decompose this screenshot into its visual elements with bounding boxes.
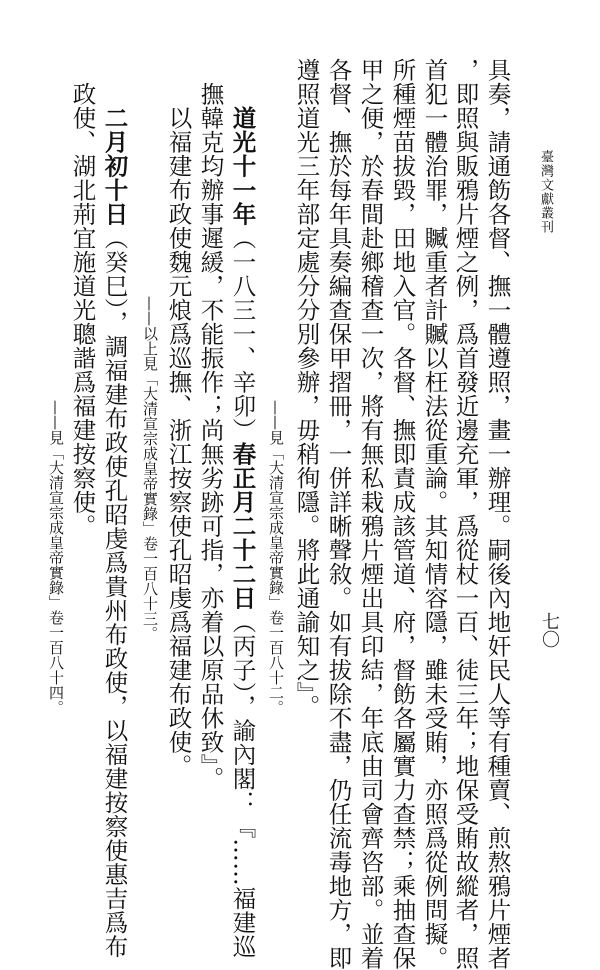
text-column: 具奏，請通飭各督、撫一體遵照，畫一辦理。嗣後內地奸民人等有種賣、煎熬鴉片煙者 — [483, 58, 512, 970]
text-span: （癸巳），調福建布政使孔昭虔爲貴州布政使，以福建按察使惠吉爲布 — [100, 226, 129, 959]
source-citation: ——以上見「大清宣宗成皇帝實錄」卷一百八十三。 — [141, 296, 159, 641]
source-citation: ——見「大清宣宗成皇帝實錄」卷一百八十四。 — [47, 400, 65, 715]
text-column: 遵照道光三年部定處分分別參辦，毋稍徇隱。將此通諭知之』。 — [292, 58, 321, 719]
page-number: 七〇 — [539, 612, 560, 648]
source-citation: ——見「大清宣宗成皇帝實錄」卷一百八十二。 — [267, 400, 285, 715]
text-column: ，即照與販鴉片煙之例，爲首發近邊充軍，爲從杖一百、徒三年；地保受賄故縱者，照 — [451, 58, 480, 970]
text-column: 政使、湖北荊宜施道光聰諧爲福建按察使。 — [68, 82, 97, 538]
text-span: （一八三一、辛卯） — [228, 226, 257, 442]
text-column: 所種煙苗拔毀，田地入官。各督、撫即責成該管道、府，督飭各屬實力查禁；乘抽查保 — [388, 58, 417, 970]
text-column: 以福建布政使魏元烺爲巡撫、浙江按察使孔昭虔爲福建布政使。 — [164, 106, 193, 778]
date-heading: 道光十一年 — [228, 106, 257, 226]
running-header-title: 臺灣文獻叢刊 — [538, 150, 553, 234]
date-heading: 春正月二十二日 — [228, 442, 257, 610]
text-column: 首犯一體治罪，贓重者計贓以枉法從重論。其知情容隱，雖未受賄，亦照爲從例問擬。 — [420, 58, 449, 970]
text-column: 甲之便，於春間赴鄉稽查一次，將有無私栽鴉片煙出具印結，年底由司會齊咨部。並着 — [356, 58, 385, 970]
text-column: 各督、撫於每年具奏編查保甲摺冊，一併詳晰聲敘。如有拔除不盡，仍任流毒地方，即 — [324, 58, 353, 970]
date-heading: 二月初十日 — [100, 106, 129, 226]
text-column: 撫韓克均辦事遲緩，不能振作；尚無劣跡可指，亦着以原品休致』。 — [196, 82, 225, 791]
text-span: （丙子），諭內閣：『……福建巡 — [228, 610, 257, 959]
text-column — [228, 106, 257, 959]
text-column — [100, 106, 129, 959]
